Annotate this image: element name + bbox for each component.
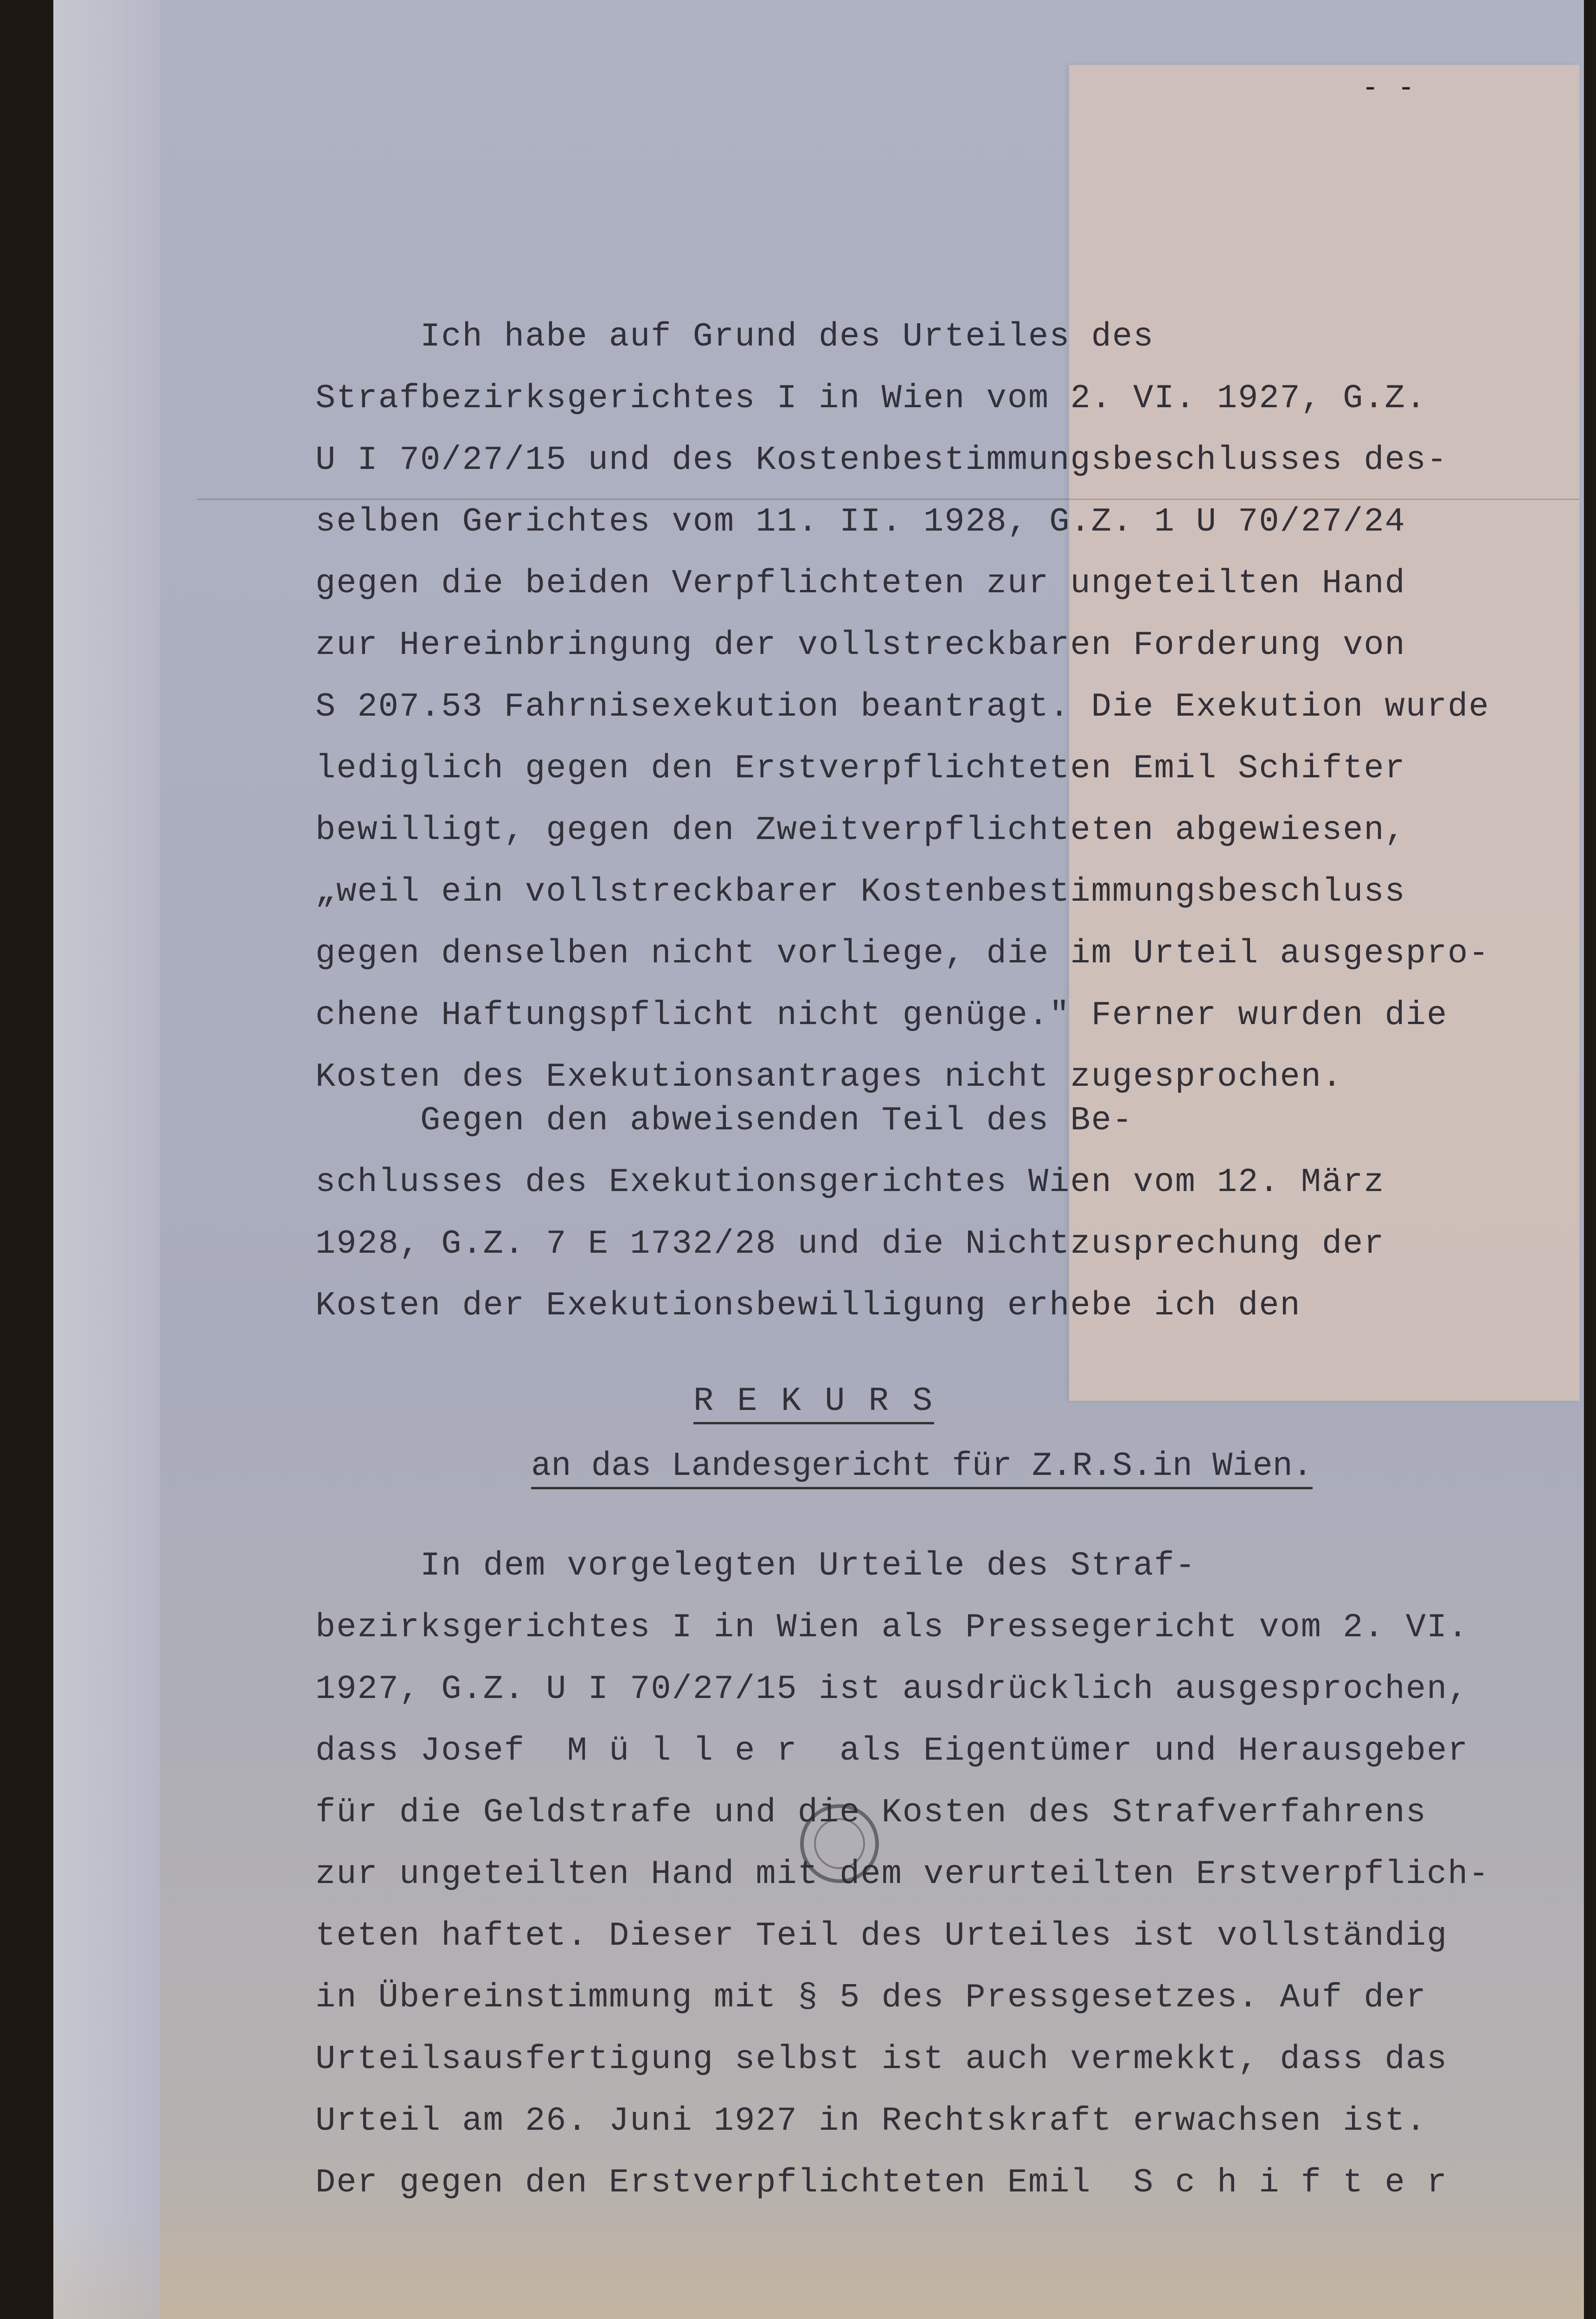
- text-line: selben Gerichtes vom 11. II. 1928, G.Z. 1 U 70/27/24: [315, 503, 1406, 541]
- page-left-edge: [53, 0, 160, 2319]
- paragraph-2: [315, 1090, 1385, 1337]
- text-line: 1927, G.Z. U I 70/27/15 ist ausdrücklich ausgesprochen,: [315, 1670, 1469, 1708]
- text-line: zur Hereinbringung der vollstreckbaren Forderung von: [315, 626, 1406, 664]
- text-line: Kosten der Exekutionsbewilligung erhebe ich den: [315, 1287, 1301, 1325]
- text-line: „weil ein vollstreckbarer Kostenbestimmungsbeschluss: [315, 873, 1406, 911]
- text-line: dass Josef M ü l l e r als Eigentümer und Herausgeber: [315, 1732, 1469, 1770]
- text-line: Strafbezirksgerichtes I in Wien vom 2. VI. 1927, G.Z.: [315, 379, 1427, 417]
- text-line: 1928, G.Z. 7 E 1732/28 und die Nichtzusprechung der: [315, 1225, 1385, 1263]
- rekurs-heading: R E K U R S: [693, 1382, 934, 1424]
- paragraph-1: [315, 306, 1490, 1108]
- text-line: In dem vorgelegten Urteile des Straf-: [315, 1547, 1196, 1585]
- court-stamp-icon: [800, 1804, 879, 1883]
- text-line: teten haftet. Dieser Teil des Urteiles ist vollständig: [315, 1917, 1448, 1955]
- text-line: schlusses des Exekutionsgerichtes Wien vom 12. März: [315, 1163, 1385, 1201]
- text-line: bezirksgerichtes I in Wien als Pressegericht vom 2. VI.: [315, 1608, 1469, 1646]
- court-stamp-inner-ring: [814, 1818, 865, 1869]
- text-line: S 207.53 Fahrnisexekution beantragt. Die Exekution wurde: [315, 688, 1490, 726]
- paper-stain: [53, 2212, 1584, 2319]
- text-line: gegen die beiden Verpflichteten zur ungeteilten Hand: [315, 564, 1406, 602]
- text-line: Kosten des Exekutionsantrages nicht zugesprochen.: [315, 1058, 1343, 1096]
- text-line: gegen denselben nicht vorliege, die im Urteil ausgespro-: [315, 935, 1490, 973]
- text-line: Urteil am 26. Juni 1927 in Rechtskraft erwachsen ist.: [315, 2102, 1427, 2140]
- text-line: Der gegen den Erstverpflichteten Emil S c h i f t e r: [315, 2164, 1448, 2202]
- text-line: Urteilsausfertigung selbst ist auch vermekkt, dass das: [315, 2040, 1448, 2078]
- corner-mark: - -: [1361, 70, 1415, 104]
- text-line: zur ungeteilten Hand mit dem verurteilten Erstverpflich-: [315, 1855, 1490, 1893]
- text-line: chene Haftungspflicht nicht genüge." Ferner wurden die: [315, 996, 1448, 1034]
- document-page: [53, 0, 1584, 2319]
- text-line: Ich habe auf Grund des Urteiles des: [315, 318, 1154, 356]
- text-line: bewilligt, gegen den Zweitverpflichteten abgewiesen,: [315, 811, 1406, 849]
- rekurs-subheading: an das Landesgericht für Z.R.S.in Wien.: [531, 1447, 1313, 1489]
- text-line: U I 70/27/15 und des Kostenbestimmungsbeschlusses des-: [315, 441, 1448, 479]
- text-line: in Übereinstimmung mit § 5 des Pressgesetzes. Auf der: [315, 1979, 1427, 2017]
- text-line: Gegen den abweisenden Teil des Be-: [315, 1102, 1134, 1140]
- text-line: lediglich gegen den Erstverpflichteten Emil Schifter: [315, 750, 1406, 788]
- text-line: für die Geldstrafe und die Kosten des Strafverfahrens: [315, 1794, 1427, 1832]
- paragraph-3: [315, 1535, 1490, 2214]
